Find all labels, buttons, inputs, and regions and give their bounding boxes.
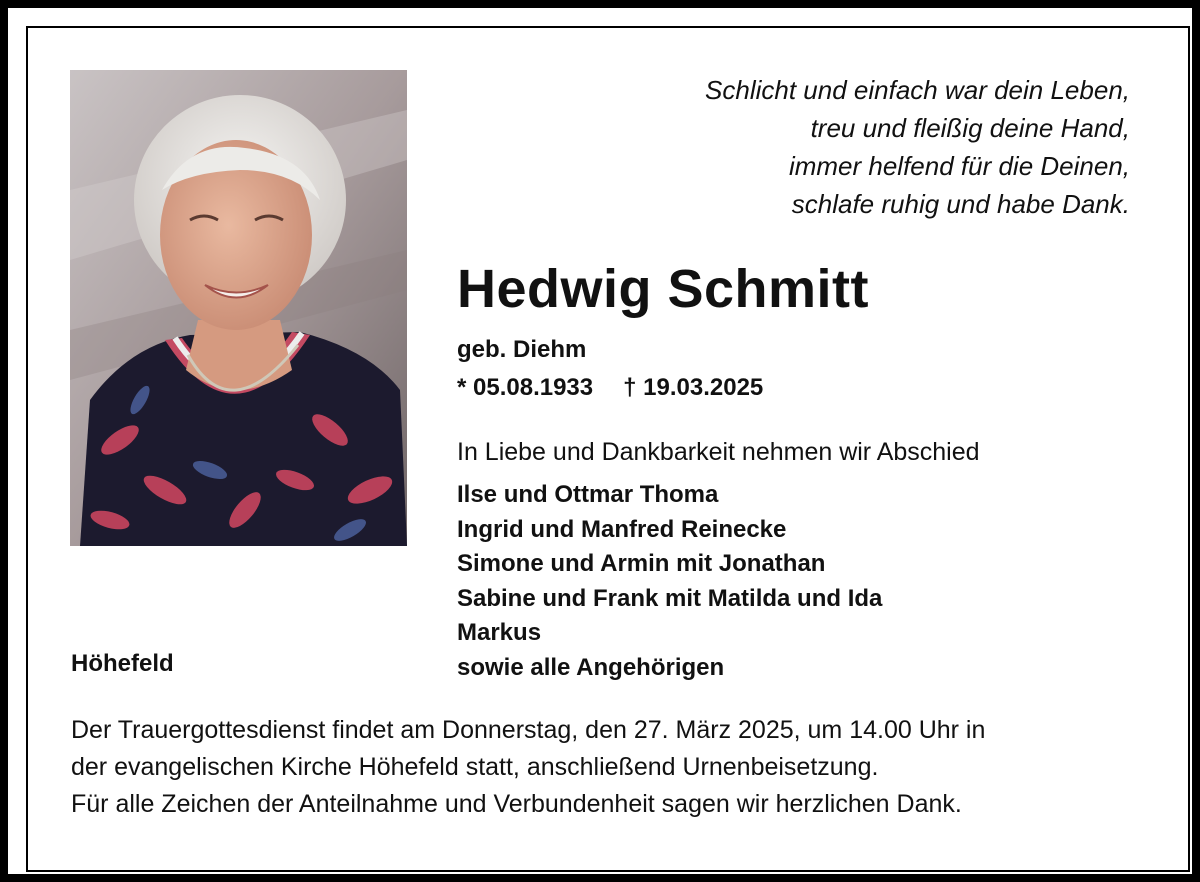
life-dates (457, 374, 763, 402)
mourner-item: sowie alle Angehörigen (457, 653, 725, 681)
cross-icon: † (623, 374, 637, 401)
notice-line: Der Trauergottesdienst findet am Donnerstag, den 27. März 2025, um 14.00 Uhr in (71, 716, 986, 744)
memorial-poem (610, 71, 1130, 223)
mourner-item: Sabine und Frank mit Matilda und Ida (457, 584, 883, 612)
place-name: Höhefeld (71, 650, 174, 677)
maiden-name: geb. Diehm (457, 336, 587, 363)
poem-line: immer helfend für die Deinen, (788, 151, 1130, 181)
mourner-item: Simone und Armin mit Jonathan (457, 550, 826, 577)
mourners-list (457, 478, 882, 685)
death-date: 19.03.2025 (643, 374, 764, 401)
notice-line: der evangelischen Kirche Höhefeld statt, anschließend Urnenbeisetzung. (71, 753, 879, 781)
portrait-photo (70, 70, 407, 546)
birth-date: * 05.08.1933 (457, 374, 594, 401)
mourner-item: Ingrid und Manfred Reinecke (457, 515, 787, 543)
farewell-intro: In Liebe und Dankbarkeit nehmen wir Abschied (457, 438, 980, 466)
poem-line: Schlicht und einfach war dein Leben, (705, 75, 1130, 105)
poem-line: schlafe ruhig und habe Dank. (791, 189, 1130, 219)
service-notice (71, 712, 985, 823)
deceased-name: Hedwig Schmitt (457, 259, 870, 319)
mourner-item: Ilse und Ottmar Thoma (457, 481, 719, 508)
mourner-item: Markus (457, 619, 542, 646)
notice-line: Für alle Zeichen der Anteilnahme und Verbundenheit sagen wir herzlichen Dank. (71, 790, 962, 818)
poem-line: treu und fleißig deine Hand, (810, 113, 1130, 143)
